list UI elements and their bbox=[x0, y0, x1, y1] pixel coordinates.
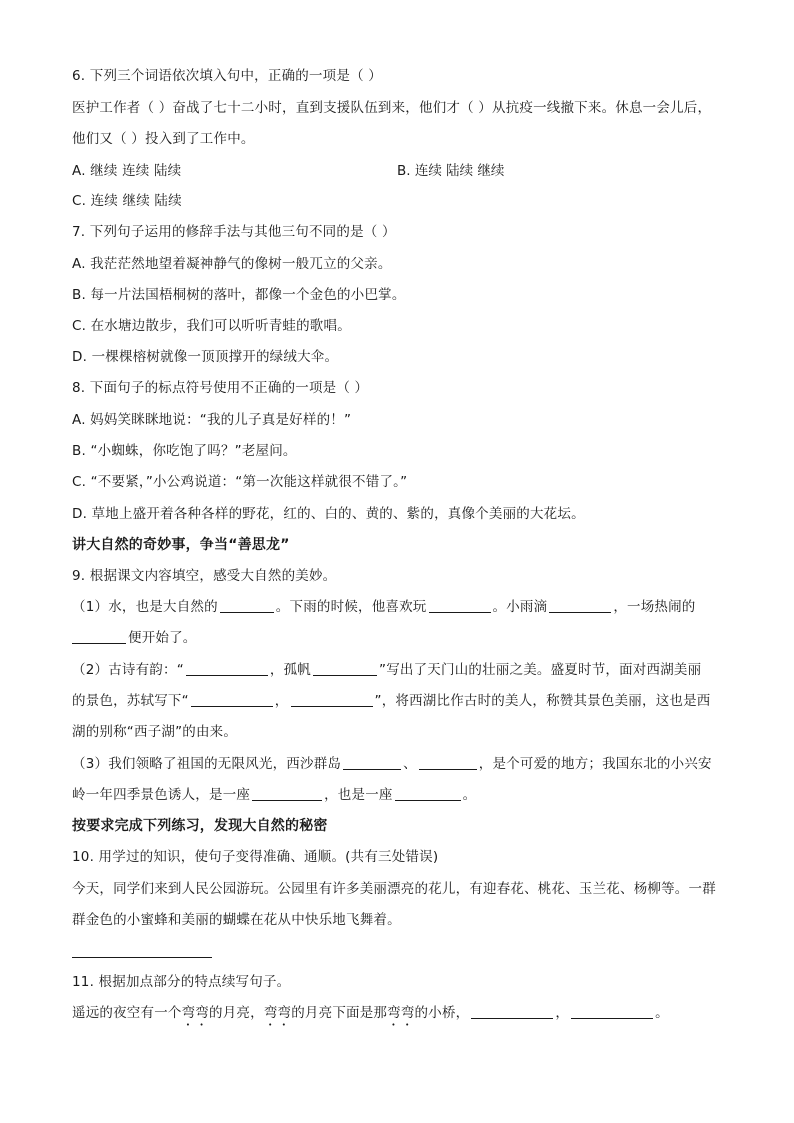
q9-stem: 9. 根据课文内容填空，感受大自然的美妙。 bbox=[72, 568, 337, 584]
q7-option-b[interactable]: B. 每一片法国梧桐树的落叶，都像一个金色的小巴掌。 bbox=[72, 287, 406, 303]
q11-text: ， bbox=[555, 1005, 570, 1021]
answer-blank[interactable] bbox=[313, 661, 377, 676]
q10-passage: 今天，同学们来到人民公园游玩。公园里有许多美丽漂亮的花儿，有迎春花、桃花、玉兰花、杨柳等。一群群金色的小蜜蜂和美丽的蝴蝶在花从中快乐地飞舞着。 bbox=[72, 881, 716, 928]
q9-text: （1）水，也是大自然的 bbox=[72, 599, 218, 615]
answer-blank[interactable] bbox=[186, 661, 268, 676]
answer-blank[interactable] bbox=[471, 1004, 553, 1019]
q9-text: 的景色，苏轼写下“ bbox=[72, 693, 189, 709]
q10-stem: 10. 用学过的知识，使句子变得准确、通顺。(共有三处错误) bbox=[72, 849, 439, 865]
q8-option-d[interactable]: D. 草地上盛开着各种各样的野花，红的、白的、黄的、紫的，真像个美丽的大花坛。 bbox=[72, 506, 585, 522]
q7-stem: 7. 下列句子运用的修辞手法与其他三句不同的是（ ） bbox=[72, 224, 396, 240]
q9-text: ，是个可爱的地方；我国东北的小兴安 bbox=[478, 756, 712, 772]
answer-blank[interactable] bbox=[72, 629, 126, 644]
q9-text: 。 bbox=[462, 787, 477, 803]
q8-option-b[interactable]: B. “小蜘蛛，你吃饱了吗？”老屋问。 bbox=[72, 443, 297, 459]
answer-blank[interactable] bbox=[571, 1004, 653, 1019]
q7-option-c[interactable]: C. 在水塘边散步，我们可以听听青蛙的歌唱。 bbox=[72, 318, 351, 334]
q9-text: 岭一年四季景色诱人，是一座 bbox=[72, 787, 251, 803]
q9-text: 、 bbox=[403, 756, 417, 772]
q11-dotted-text: 弯弯 bbox=[387, 1005, 415, 1021]
q11-text: 的月亮， bbox=[209, 1005, 264, 1021]
section-heading-secrets: 按要求完成下列练习，发现大自然的秘密 bbox=[72, 818, 328, 834]
q6-stem: 6. 下列三个词语依次填入句中，正确的一项是（ ） bbox=[72, 68, 382, 84]
q8-option-a[interactable]: A. 妈妈笑眯眯地说：“我的儿子真是好样的！” bbox=[72, 412, 352, 428]
answer-blank[interactable] bbox=[191, 692, 273, 707]
q7-option-a[interactable]: A. 我茫茫然地望着凝神静气的像树一般兀立的父亲。 bbox=[72, 256, 392, 272]
q9-text: 便开始了。 bbox=[128, 630, 197, 646]
q9-text: （2）古诗有韵：“ bbox=[72, 662, 184, 678]
q9-text: ，也是一座 bbox=[324, 787, 393, 803]
answer-blank[interactable] bbox=[429, 598, 491, 613]
q9-text: ”写出了天门山的壮丽之美。盛夏时节，面对西湖美丽 bbox=[379, 662, 702, 678]
q9-part2-line3: 湖的别称“西子湖”的由来。 bbox=[72, 724, 238, 740]
q11-text: 。 bbox=[655, 1005, 669, 1021]
section-heading-nature: 讲大自然的奇妙事，争当“善思龙” bbox=[72, 537, 290, 553]
q9-part1-line1 bbox=[72, 598, 696, 616]
q8-stem: 8. 下面句子的标点符号使用不正确的一项是（ ） bbox=[72, 380, 369, 396]
q11-text: 的月亮下面是那 bbox=[291, 1005, 388, 1021]
q11-text: 遥远的夜空有一个 bbox=[72, 1005, 182, 1021]
q6-passage: 医护工作者（ ）奋战了七十二小时，直到支援队伍到来，他们才（ ）从抗疫一线撤下来。休息一会儿后，他们又（ ）投入到了工作中。 bbox=[72, 100, 712, 147]
answer-blank[interactable] bbox=[343, 755, 401, 770]
q6-option-a[interactable]: A. 继续 连续 陆续 bbox=[72, 163, 182, 179]
q9-part3-line2 bbox=[72, 786, 476, 804]
q9-text: 。下雨的时候，他喜欢玩 bbox=[275, 599, 427, 615]
q9-text: ”，将西湖比作古时的美人，称赞其景色美丽，这也是西 bbox=[374, 693, 711, 709]
q11-text: 的小桥， bbox=[414, 1005, 470, 1021]
q8-option-c[interactable]: C. “不要紧，”小公鸡说道：“第一次能这样就很不错了。” bbox=[72, 474, 408, 490]
q6-option-c[interactable]: C. 连续 继续 陆续 bbox=[72, 193, 182, 209]
answer-blank[interactable] bbox=[549, 598, 611, 613]
q9-text: ， bbox=[274, 693, 289, 709]
q7-option-d[interactable]: D. 一棵棵榕树就像一顶顶撑开的绿绒大伞。 bbox=[72, 349, 339, 365]
answer-blank[interactable] bbox=[291, 692, 373, 707]
q9-part2-line1 bbox=[72, 661, 701, 679]
q11-stem: 11. 根据加点部分的特点续写句子。 bbox=[72, 974, 291, 990]
q9-text: ，一场热闹的 bbox=[613, 599, 696, 615]
q11-dotted-text: 弯弯 bbox=[181, 1005, 210, 1021]
answer-line[interactable] bbox=[72, 957, 212, 958]
q9-part2-line2 bbox=[72, 692, 711, 710]
q9-part1-line2 bbox=[72, 629, 197, 647]
q9-part3-line1 bbox=[72, 755, 712, 773]
answer-blank[interactable] bbox=[395, 786, 461, 801]
q9-text: 。小雨滴 bbox=[492, 599, 548, 615]
q11-sentence bbox=[72, 1004, 669, 1029]
answer-blank[interactable] bbox=[419, 755, 477, 770]
answer-blank[interactable] bbox=[220, 598, 274, 613]
answer-blank[interactable] bbox=[252, 786, 322, 801]
q9-text: （3）我们领略了祖国的无限风光，西沙群岛 bbox=[72, 756, 342, 772]
q11-dotted-text: 弯弯 bbox=[263, 1005, 292, 1021]
q6-option-b[interactable]: B. 连续 陆续 继续 bbox=[397, 163, 505, 179]
q9-text: ，孤帆 bbox=[269, 662, 311, 678]
